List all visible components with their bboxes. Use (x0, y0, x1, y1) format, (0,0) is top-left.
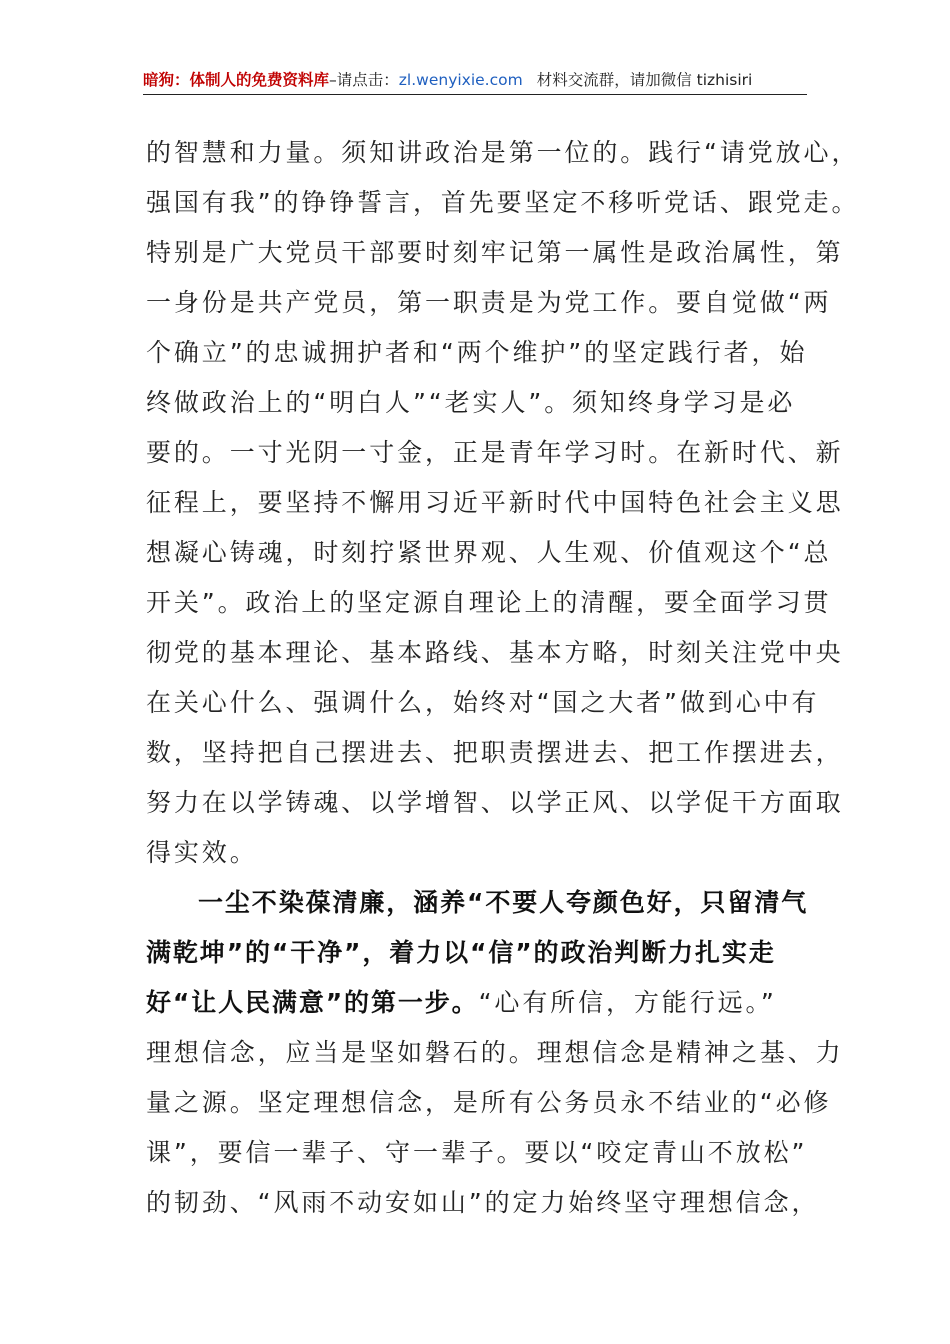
body-line: 征程上，要坚持不懈用习近平新时代中国特色社会主义思 (146, 488, 844, 517)
body-line: 个确立”的忠诚拥护者和“两个维护”的坚定践行者，始 (146, 338, 808, 367)
body-line: 想凝心铸魂，时刻拧紧世界观、人生观、价值观这个“总 (146, 538, 832, 567)
header-contact: 材料交流群，请加微信 tizhisiri (536, 71, 753, 89)
body-line: 特别是广大党员干部要时刻牢记第一属性是政治属性，第 (146, 238, 844, 267)
quote-text: “心有所信，方能行远。” (478, 988, 777, 1017)
header-click-label: 请点击： (336, 71, 399, 89)
body-line: 强国有我”的铮铮誓言，首先要坚定不移听党话、跟党走。 (146, 188, 860, 217)
body-line: 数，坚持把自己摆进去、把职责摆进去、把工作摆进去， (146, 738, 844, 767)
body-line: 一身份是共产党员，第一职责是为党工作。要自觉做“两 (146, 288, 832, 317)
mixed-line (146, 978, 806, 1028)
header-url-link[interactable]: zl.wenyixie.com (398, 71, 523, 89)
body-line: 终做政治上的“明白人”“老实人”。须知终身学习是必 (146, 388, 796, 417)
header-dash: – (329, 71, 337, 89)
header-brand: 暗狗：体制人的免费资料库 (143, 71, 330, 89)
body-line: 理想信念，应当是坚如磐石的。理想信念是精神之基、力 (146, 1038, 844, 1067)
body-line: 的韧劲、“风雨不动安如山”的定力始终坚守理想信念， (146, 1188, 820, 1217)
body-line: 努力在以学铸魂、以学增智、以学正风、以学促干方面取 (146, 788, 844, 817)
body-line: 开关”。政治上的坚定源自理论上的清醒，要全面学习贯 (146, 588, 832, 617)
body-line: 的智慧和力量。须知讲政治是第一位的。践行“请党放心， (146, 138, 860, 167)
body-line: 要的。一寸光阴一寸金，正是青年学习时。在新时代、新 (146, 438, 844, 467)
body-line: 量之源。坚定理想信念，是所有公务员永不结业的“必修 (146, 1088, 832, 1117)
body-line: 课”，要信一辈子、守一辈子。要以“咬定青山不放松” (146, 1138, 808, 1167)
section-heading-line: 一尘不染葆清廉，涵养“不要人夸颜色好，只留清气 (198, 888, 809, 917)
body-line: 在关心什么、强调什么，始终对“国之大者”做到心中有 (146, 688, 820, 717)
section-heading-tail: 好“让人民满意”的第一步。 (146, 988, 479, 1017)
document-body (146, 128, 860, 1228)
page-header (143, 66, 807, 95)
body-line: 彻党的基本理论、基本路线、基本方略，时刻关注党中央 (146, 638, 844, 667)
section-heading-line: 满乾坤”的“干净”，着力以“信”的政治判断力扎实走 (146, 938, 776, 967)
body-line: 得实效。 (146, 838, 258, 867)
